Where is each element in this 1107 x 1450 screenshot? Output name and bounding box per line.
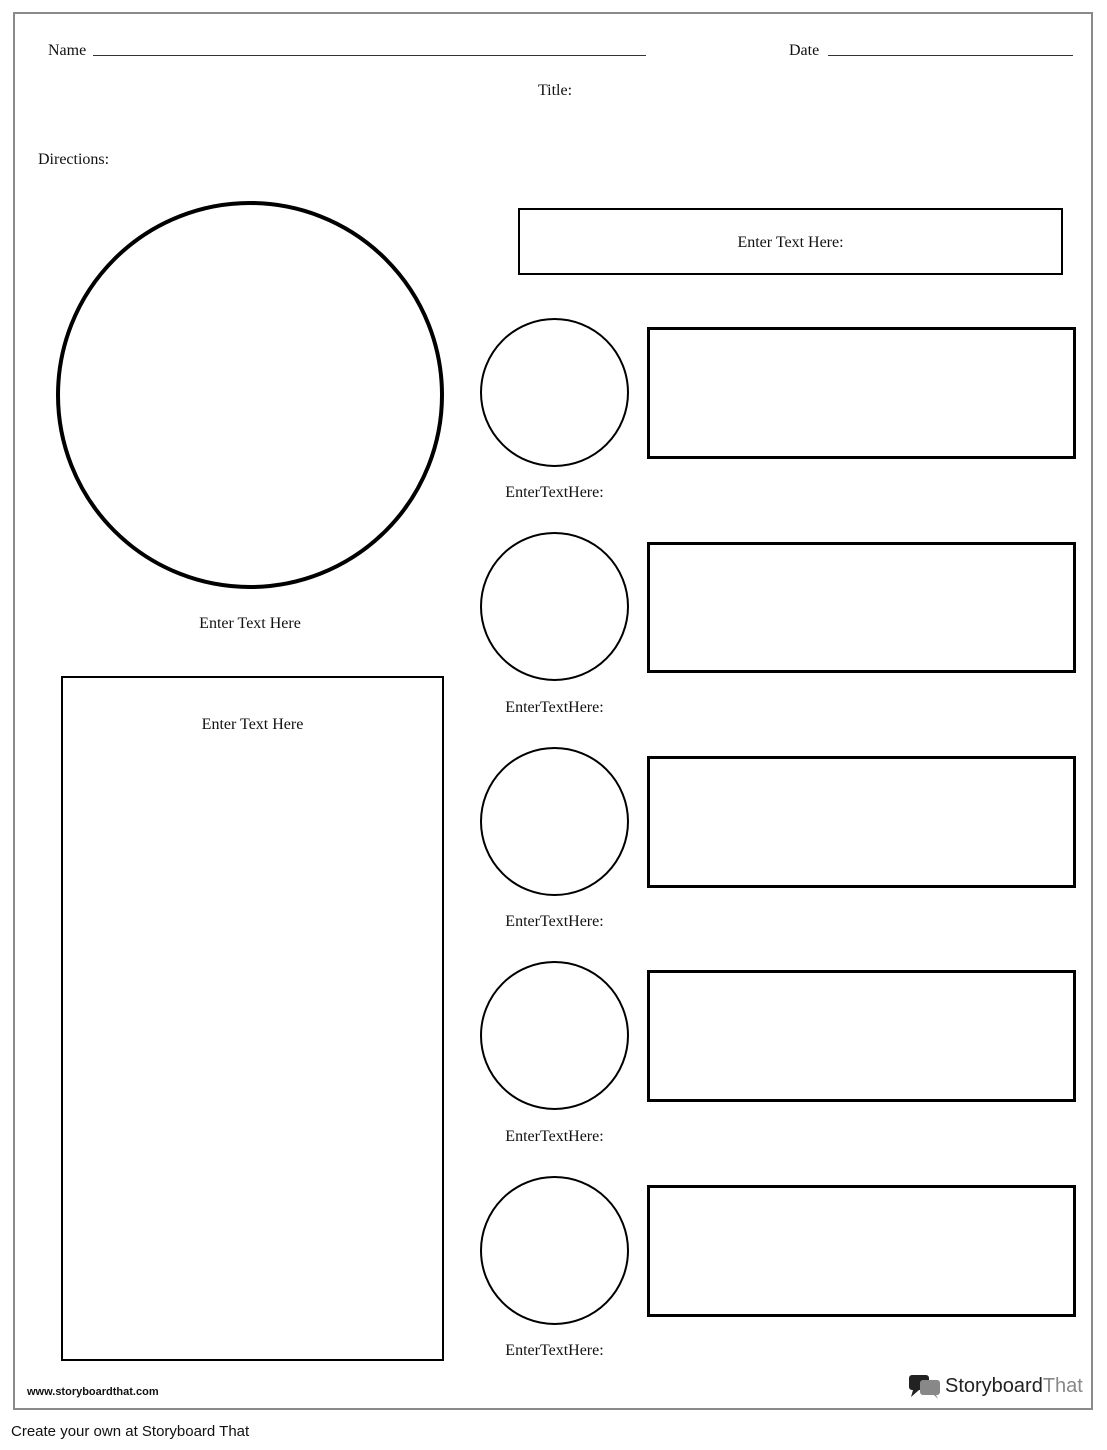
row-4-circle[interactable] xyxy=(480,961,629,1110)
main-circle[interactable] xyxy=(56,201,444,589)
footer-url[interactable]: www.storyboardthat.com xyxy=(27,1386,159,1398)
row-2-circle[interactable] xyxy=(480,532,629,681)
top-text-box-caption: Enter Text Here: xyxy=(737,234,844,251)
speech-bubbles-icon xyxy=(908,1373,942,1399)
row-3-circle[interactable] xyxy=(480,747,629,896)
row-2-text-box[interactable] xyxy=(647,542,1076,673)
create-your-own-link[interactable]: Create your own at Storyboard That xyxy=(11,1423,250,1440)
row-5-circle[interactable] xyxy=(480,1176,629,1325)
main-circle-caption: Enter Text Here xyxy=(199,615,301,632)
row-1-caption: EnterTextHere: xyxy=(505,484,604,501)
directions-label: Directions: xyxy=(38,151,110,168)
brand-name-light: That xyxy=(1042,1374,1083,1397)
top-text-box[interactable] xyxy=(518,208,1063,275)
storyboardthat-logo[interactable] xyxy=(908,1373,1083,1399)
date-line[interactable] xyxy=(828,55,1073,56)
tall-text-box[interactable] xyxy=(61,676,444,1361)
name-line[interactable] xyxy=(93,55,646,56)
name-label: Name xyxy=(48,42,87,59)
title-label: Title: xyxy=(537,82,573,99)
brand-name-strong: Storyboard xyxy=(945,1374,1043,1397)
row-3-caption: EnterTextHere: xyxy=(505,913,604,930)
row-5-caption: EnterTextHere: xyxy=(505,1342,604,1359)
row-5-text-box[interactable] xyxy=(647,1185,1076,1317)
row-2-caption: EnterTextHere: xyxy=(505,699,604,716)
row-1-text-box[interactable] xyxy=(647,327,1076,459)
date-label: Date xyxy=(789,42,820,59)
row-4-text-box[interactable] xyxy=(647,970,1076,1102)
row-1-circle[interactable] xyxy=(480,318,629,467)
tall-text-box-caption: Enter Text Here xyxy=(201,716,304,733)
row-3-text-box[interactable] xyxy=(647,756,1076,888)
row-4-caption: EnterTextHere: xyxy=(505,1128,604,1145)
